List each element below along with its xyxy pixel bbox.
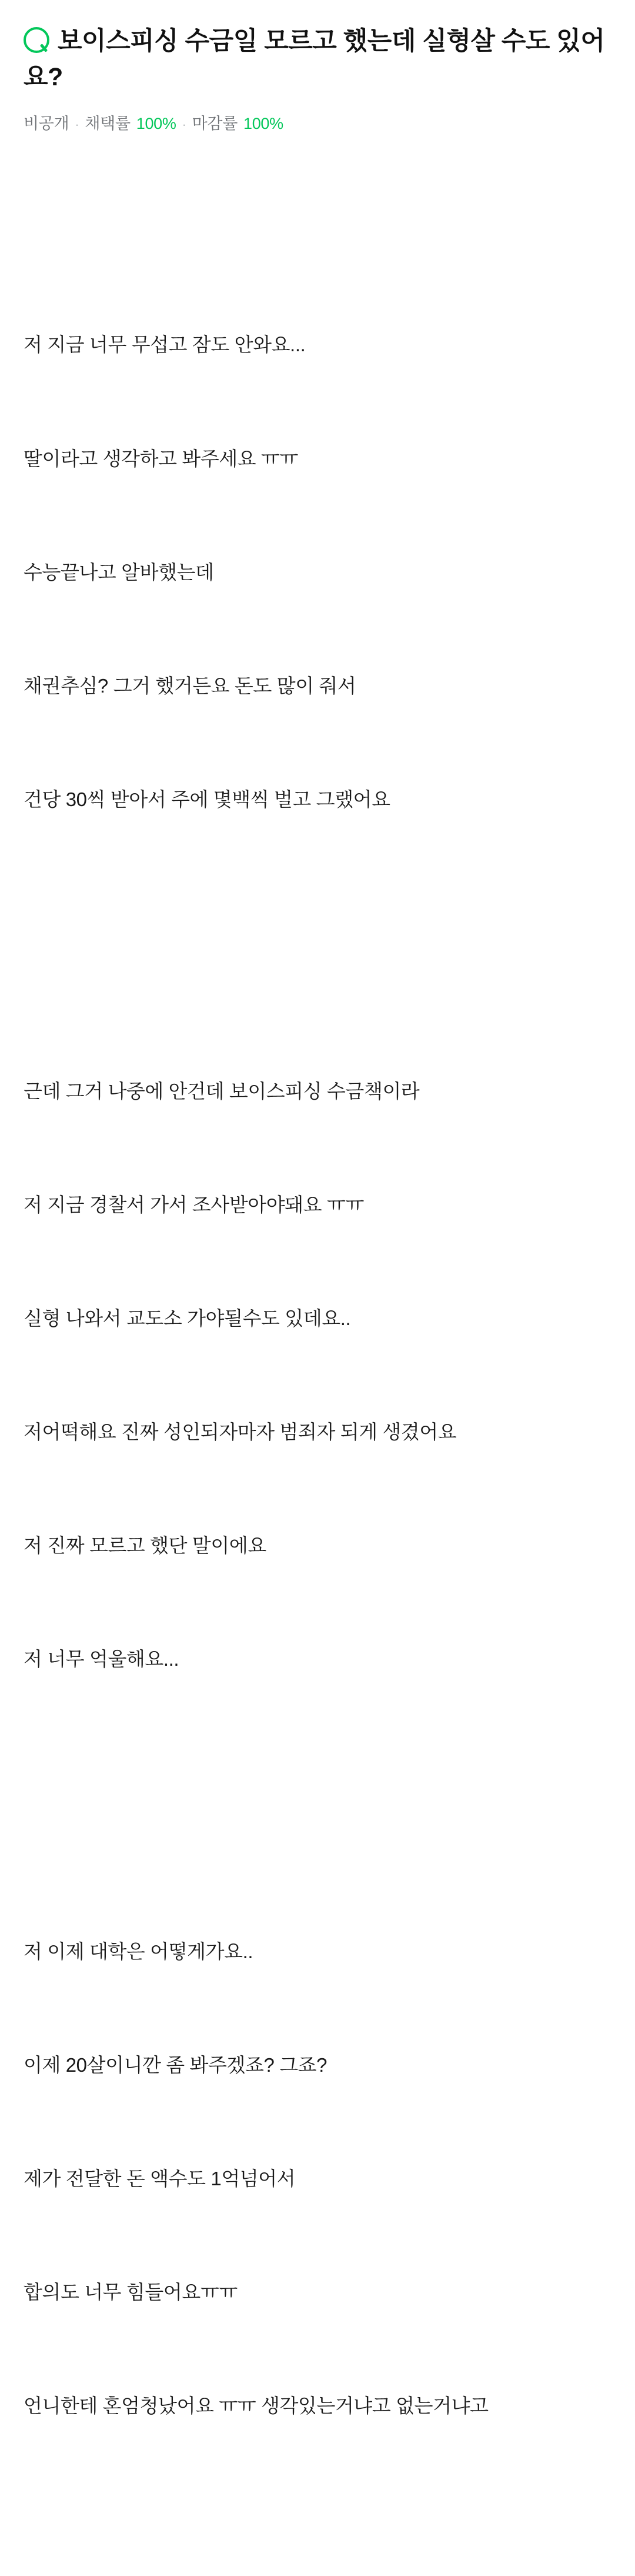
meta-separator-2: ·: [182, 117, 186, 132]
meta-author: 비공개: [24, 115, 69, 133]
paragraph: [24, 997, 611, 1754]
question-body: [24, 175, 611, 2576]
body-line: 실형 나와서 교도소 가야될수도 있데요..: [24, 1307, 351, 1330]
meta-adoption-value: 100%: [136, 115, 176, 133]
body-line: 수능끝나고 알바했는데: [24, 561, 214, 583]
meta-separator-1: ·: [75, 117, 79, 132]
question-meta: [24, 111, 611, 134]
meta-adoption-label: 채택률: [85, 115, 131, 133]
body-line: 딸이라고 생각하고 봐주세요 ㅠㅠ: [24, 447, 298, 470]
body-line: 저 이제 대학은 어떻게가요..: [24, 1940, 253, 1962]
meta-close-value: 100%: [243, 115, 283, 133]
paragraph: [24, 1857, 611, 2501]
body-line: 저 진짜 모르고 했단 말이에요: [24, 1535, 266, 1557]
body-line: 저 지금 경찰서 가서 조사받아야돼요 ㅠㅠ: [24, 1194, 364, 1216]
question-title-text: 보이스피싱 수금일 모르고 했는데 실형살 수도 있어요?: [24, 27, 605, 92]
body-line: 저 너무 억울해요...: [24, 1648, 179, 1670]
body-line: 이제 20살이니깐 좀 봐주겠죠? 그죠?: [24, 2054, 327, 2076]
question-header: [24, 24, 611, 95]
body-line: 합의도 너무 힘들어요ㅠㅠ: [24, 2281, 238, 2303]
naver-q-icon: [24, 27, 49, 53]
body-line: 언니한테 혼엄청났어요 ㅠㅠ 생각있는거냐고 없는거냐고: [24, 2394, 489, 2417]
paragraph: [24, 251, 611, 894]
body-line: 저어떡해요 진짜 성인되자마자 범죄자 되게 생겼어요: [24, 1421, 457, 1443]
body-line: 건당 30씩 받아서 주에 몇백씩 벌고 그랬어요: [24, 788, 390, 810]
body-line: 제가 전달한 돈 액수도 1억넘어서: [24, 2167, 296, 2189]
page-title: [24, 24, 611, 95]
body-line: 근데 그거 나중에 안건데 보이스피싱 수금책이라: [24, 1080, 420, 1102]
body-line: 채권추심? 그거 했거든요 돈도 많이 줘서: [24, 674, 356, 697]
meta-close-label: 마감률: [192, 115, 238, 133]
body-line: 저 지금 너무 무섭고 잠도 안와요...: [24, 334, 306, 356]
